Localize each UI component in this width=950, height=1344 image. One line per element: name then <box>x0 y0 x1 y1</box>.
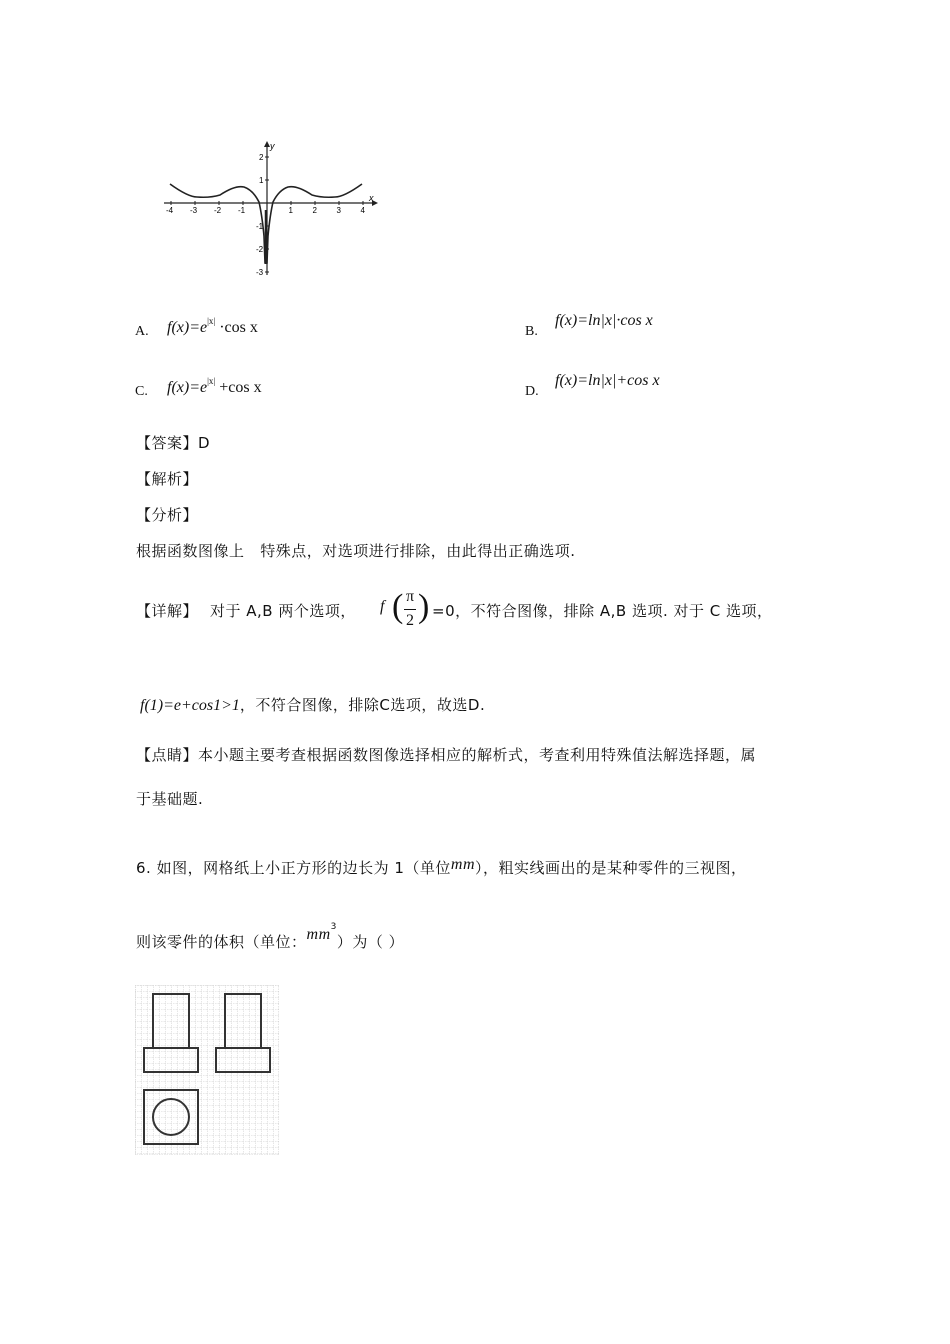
detail-text-1: 对于 A,B 两个选项， <box>210 602 356 620</box>
detail-right-paren: ) <box>418 588 430 625</box>
fenxi-text: 根据函数图像上 特殊点，对选项进行排除，由此得出正确选项. <box>136 542 576 560</box>
detail-line2-text: ，不符合图像，排除C选项，故选D. <box>239 696 486 714</box>
option-b <box>525 312 825 338</box>
detail-line2-math: f(1)=e+cos1>1 <box>140 697 240 714</box>
function-graph <box>160 140 385 280</box>
q6-line-2 <box>136 922 404 952</box>
option-a-lhs: f(x)=e <box>167 319 208 336</box>
detail-frac-num: π <box>406 588 415 605</box>
x-tick-label: 4 <box>360 206 365 215</box>
q6-line-1 <box>136 856 747 878</box>
answer-value: D <box>198 434 211 452</box>
three-view-drawing <box>135 985 279 1155</box>
q6-unit-3: mm <box>306 926 331 943</box>
detail-left-paren: ( <box>392 588 404 625</box>
fenxi-tag: 【分析】 <box>136 506 199 524</box>
detail-line-2 <box>140 694 485 715</box>
q6-unit-3-exp: 3 <box>330 922 337 932</box>
option-c <box>135 376 495 400</box>
y-axis-label: y <box>270 141 275 151</box>
option-a-rhs: ·cos x <box>219 319 258 336</box>
detail-frac-bar <box>404 609 416 610</box>
answer-line <box>136 432 210 453</box>
q6-text-1a: 6. 如图，网格纸上小正方形的边长为 1（单位 <box>136 859 451 877</box>
detail-f: f <box>380 598 385 615</box>
analysis-tag: 【解析】 <box>136 470 199 488</box>
option-a-label: A. <box>135 324 149 339</box>
y-tick-label: -3 <box>256 268 264 277</box>
option-c-label: C. <box>135 384 148 399</box>
q6-text-2a: 则该零件的体积（单位： <box>136 933 307 951</box>
option-c-formula <box>167 376 262 397</box>
option-a-formula <box>167 316 258 337</box>
detail-text-2: =0，不符合图像，排除 A,B 选项. 对于 C 选项， <box>432 602 773 620</box>
option-c-rhs: +cos x <box>219 379 262 396</box>
x-tick-label: -3 <box>190 206 198 215</box>
option-d <box>525 372 825 398</box>
option-b-label: B. <box>525 324 538 339</box>
x-tick-label: -4 <box>166 206 174 215</box>
comment-tag: 【点睛】 <box>136 746 199 764</box>
option-d-label: D. <box>525 384 539 399</box>
x-tick-label: -1 <box>238 206 246 215</box>
y-tick-label: 2 <box>259 153 264 162</box>
q6-unit: mm <box>450 856 476 873</box>
y-tick-label: -1 <box>256 222 264 231</box>
detail-tag: 【详解】 <box>136 602 199 620</box>
x-tick-label: 1 <box>288 206 293 215</box>
option-d-formula: f(x)=ln|x|+cos x <box>555 372 660 389</box>
option-c-exponent: |x| <box>207 376 216 386</box>
comment-text-2: 于基础题. <box>136 790 204 808</box>
grid-paper <box>135 985 279 1155</box>
detail-line-1 <box>136 588 816 632</box>
y-tick-label: -2 <box>256 245 264 254</box>
option-b-formula: f(x)=ln|x|·cos x <box>555 312 653 329</box>
x-axis-label: x <box>369 193 374 203</box>
option-c-lhs: f(x)=e <box>167 379 208 396</box>
x-tick-label: 2 <box>312 206 317 215</box>
answer-tag: 【答案】 <box>136 434 199 452</box>
y-tick-label: 1 <box>259 176 264 185</box>
x-tick-label: -2 <box>214 206 222 215</box>
option-a <box>135 316 495 340</box>
option-a-exponent: |x| <box>207 316 216 326</box>
q6-text-2b: ）为（ ） <box>336 933 405 951</box>
q6-text-1b: ），粗实线画出的是某种零件的三视图， <box>475 859 747 877</box>
detail-frac-den: 2 <box>406 612 415 629</box>
comment-text-1: 本小题主要考查根据函数图像选择相应的解析式，考查利用特殊值法解选择题，属 <box>198 746 757 764</box>
comment-line-1 <box>136 744 756 765</box>
x-tick-label: 3 <box>336 206 341 215</box>
